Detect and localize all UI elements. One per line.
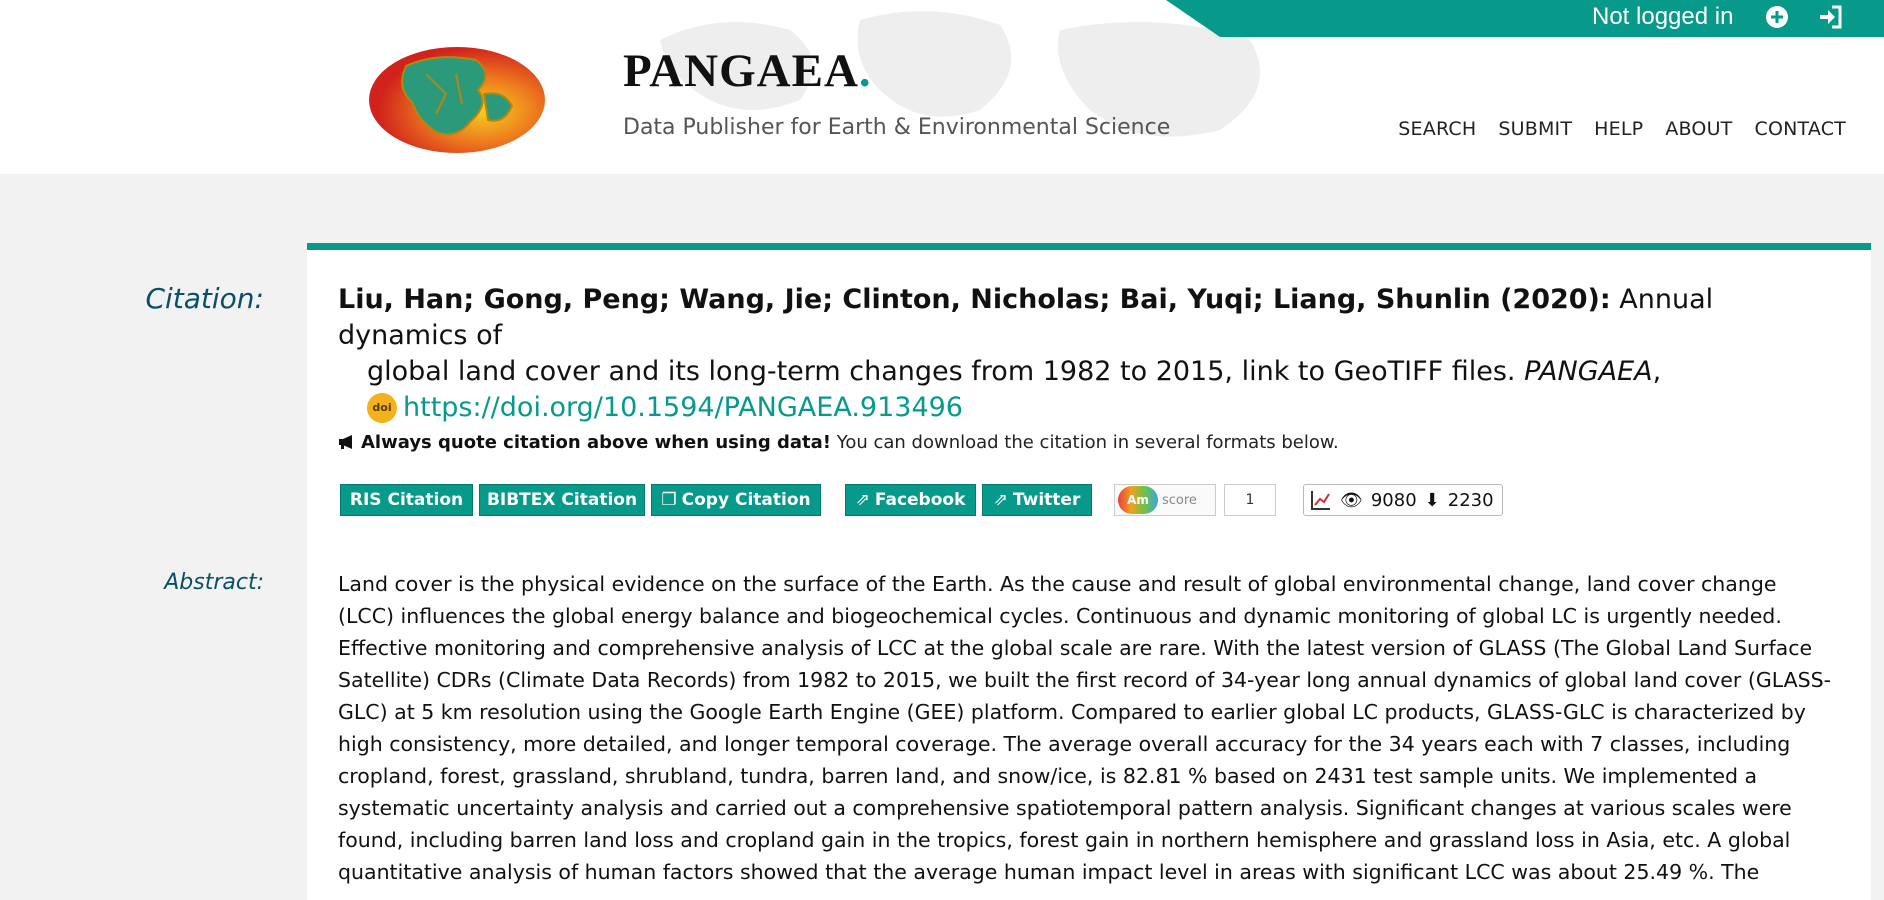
- main-nav: [1398, 118, 1846, 140]
- citation-title-part1: Annual dynamics of: [338, 284, 1714, 351]
- citation-authors: Liu, Han; Gong, Peng; Wang, Jie; Clinton, Nicholas; Bai, Yuqi; Liang, Shunlin (2020):: [338, 284, 1611, 315]
- megaphone-icon: [337, 434, 357, 450]
- eye-icon: 👁: [1340, 489, 1363, 511]
- abstract-label: Abstract:: [164, 570, 264, 595]
- notice-text: You can download the citation in several formats below.: [836, 432, 1339, 453]
- citation-separator: ,: [1652, 356, 1662, 387]
- citation-notice: [337, 432, 1339, 453]
- plus-circle-icon[interactable]: [1764, 4, 1790, 30]
- downloads-count: 2230: [1447, 489, 1494, 511]
- citation-label: Citation:: [145, 282, 264, 315]
- altmetric-count: 1: [1224, 484, 1276, 516]
- altmetric-badge[interactable]: [1114, 484, 1216, 516]
- site-header: [0, 0, 1884, 174]
- altmetric-logo: Am: [1118, 486, 1158, 514]
- brand-name[interactable]: PANGAEA.: [623, 45, 872, 97]
- nav-search[interactable]: SEARCH: [1398, 118, 1477, 140]
- share-icon: ⇗: [855, 490, 870, 510]
- twitter-share-button[interactable]: ⇗ Twitter: [982, 484, 1092, 516]
- facebook-share-button[interactable]: ⇗ Facebook: [845, 484, 976, 516]
- ris-citation-button[interactable]: RIS Citation: [340, 484, 473, 516]
- usage-stats[interactable]: [1303, 484, 1503, 516]
- copy-citation-button[interactable]: ❐ Copy Citation: [651, 484, 821, 516]
- pangaea-logo[interactable]: [366, 44, 548, 156]
- chart-icon: [1310, 489, 1332, 511]
- nav-about[interactable]: ABOUT: [1665, 118, 1733, 140]
- nav-help[interactable]: HELP: [1594, 118, 1644, 140]
- copy-icon: ❐: [661, 490, 677, 510]
- bibtex-citation-button[interactable]: BIBTEX Citation: [479, 484, 645, 516]
- citation-journal: PANGAEA: [1524, 356, 1653, 387]
- citation-block: [338, 282, 1838, 426]
- share-icon: ⇗: [993, 490, 1008, 510]
- abstract-text: Land cover is the physical evidence on the surface of the Earth. As the cause and result of global environmental change, land cover change (LCC) influences the global energy balance and biogeochemical cycles. Continuous and dynamic monitoring of global LC is urgently needed. Effective monitoring and comprehensive analysis of LCC at the global scale are rare. With the latest version of GLASS (The Global Land Surface Satellite) CDRs (Climate Data Records) from 1982 to 2015, we built the first record of 34-year long annual dynamics of global land cover (GLASS-GLC) at 5 km resolution using the Google Earth Engine (GEE) platform. Compared to earlier global LC products, GLASS-GLC is characterized by high consistency, more detailed, and longer temporal coverage. The average overall accuracy for the 34 years each with 7 classes, including cropland, forest, grassland, shrubland, tundra, barren land, and snow/ice, is 82.81 % based on 2431 test sample units. We implemented a systematic uncertainty analysis and carried out a comprehensive spatiotemporal pattern analysis. Significant changes at various scales were found, including barren land loss and cropland gain in the tropics, forest gain in northern hemisphere and grassland loss in Asia, etc. A global quantitative analysis of human factors showed that the average human impact level in areas with significant LCC was about 25.49 %. The: [338, 572, 1832, 884]
- download-icon: ⬇: [1424, 489, 1440, 511]
- altmetric-score-label: score: [1162, 492, 1197, 508]
- views-count: 9080: [1370, 489, 1417, 511]
- citation-title-part2: global land cover and its long-term changes from 1982 to 2015, link to GeoTIFF files.: [367, 356, 1516, 387]
- site-tagline: Data Publisher for Earth & Environmental Science: [623, 115, 1171, 140]
- doi-icon: doi: [367, 393, 397, 423]
- login-status: Not logged in: [1592, 3, 1734, 30]
- sign-in-icon[interactable]: [1818, 4, 1844, 30]
- nav-submit[interactable]: SUBMIT: [1498, 118, 1573, 140]
- nav-contact[interactable]: CONTACT: [1754, 118, 1846, 140]
- doi-link[interactable]: https://doi.org/10.1594/PANGAEA.913496: [403, 392, 963, 423]
- notice-bold: Always quote citation above when using data!: [361, 432, 831, 453]
